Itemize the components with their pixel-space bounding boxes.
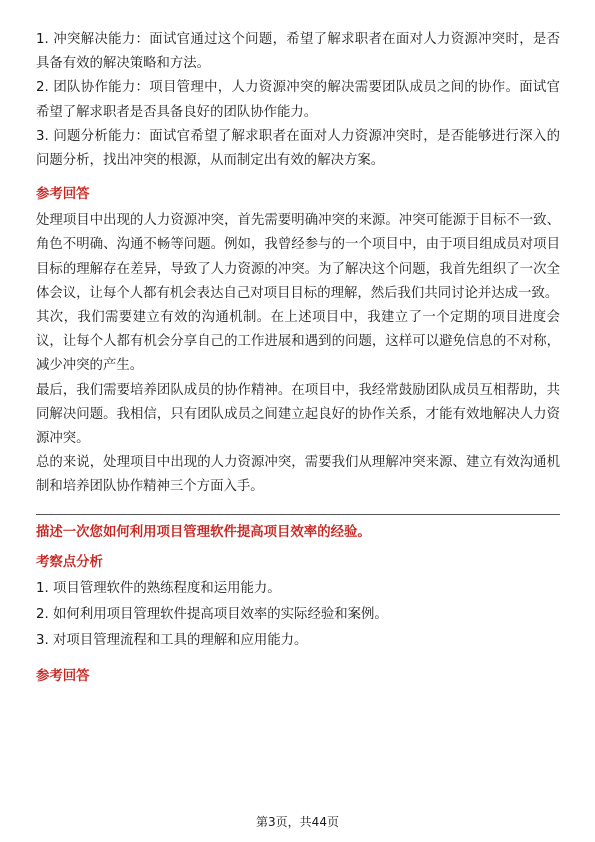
analysis-list	[36, 579, 560, 651]
analysis-point-1: 1. 项目管理软件的熟练程度和运用能力。	[36, 580, 281, 596]
page-footer: 第3页，共44页	[256, 815, 339, 829]
answer-paragraph-1: 处理项目中出现的人力资源冲突，首先需要明确冲突的来源。冲突可能源于目标不一致、角色不明确、沟通不畅等问题。例如，我曾经参与的一个项目中，由于项目组成员对项目目标的理解存在差异，导致了人力资源的冲突。为了解决这个问题，我首先组织了一次全体会议，让每个人都有机会表达自己对项目目标的理解，然后我们共同讨论并达成一致。	[36, 213, 560, 301]
analysis-point-2: 2. 如何利用项目管理软件提高项目效率的实际经验和案例。	[36, 606, 388, 622]
analysis-point-3: 3. 对项目管理流程和工具的理解和应用能力。	[36, 632, 308, 648]
analysis-heading: 考察点分析	[36, 554, 103, 570]
section-divider	[36, 514, 560, 515]
intro-points	[36, 28, 560, 173]
intro-point-2: 2. 团队协作能力：项目管理中，人力资源冲突的解决需要团队成员之间的协作。面试官希望了解求职者是否具备良好的团队协作能力。	[36, 80, 560, 120]
answer-body	[36, 209, 560, 499]
answer-paragraph-2: 其次，我们需要建立有效的沟通机制。在上述项目中，我建立了一个定期的项目进度会议，让每个人都有机会分享自己的工作进展和遇到的问题，这样可以避免信息的不对称，减少冲突的产生。	[36, 310, 560, 374]
question-title: 描述一次您如何利用项目管理软件提高项目效率的经验。	[36, 524, 371, 540]
document-page	[36, 28, 560, 687]
answer-heading-2: 参考回答	[36, 668, 90, 684]
intro-point-3: 3. 问题分析能力：面试官希望了解求职者在面对人力资源冲突时，是否能够进行深入的问题分析，找出冲突的根源，从而制定出有效的解决方案。	[36, 128, 560, 169]
intro-point-1: 1. 冲突解决能力：面试官通过这个问题，希望了解求职者在面对人力资源冲突时，是否具备有效的解决策略和方法。	[36, 32, 560, 72]
answer-paragraph-4: 总的来说，处理项目中出现的人力资源冲突，需要我们从理解冲突来源、建立有效沟通机制和培养团队协作精神三个方面入手。	[36, 455, 560, 495]
answer-paragraph-3: 最后，我们需要培养团队成员的协作精神。在项目中，我经常鼓励团队成员互相帮助，共同解决问题。我相信，只有团队成员之间建立起良好的协作关系，才能有效地解决人力资源冲突。	[36, 382, 560, 447]
answer-heading: 参考回答	[36, 187, 90, 203]
